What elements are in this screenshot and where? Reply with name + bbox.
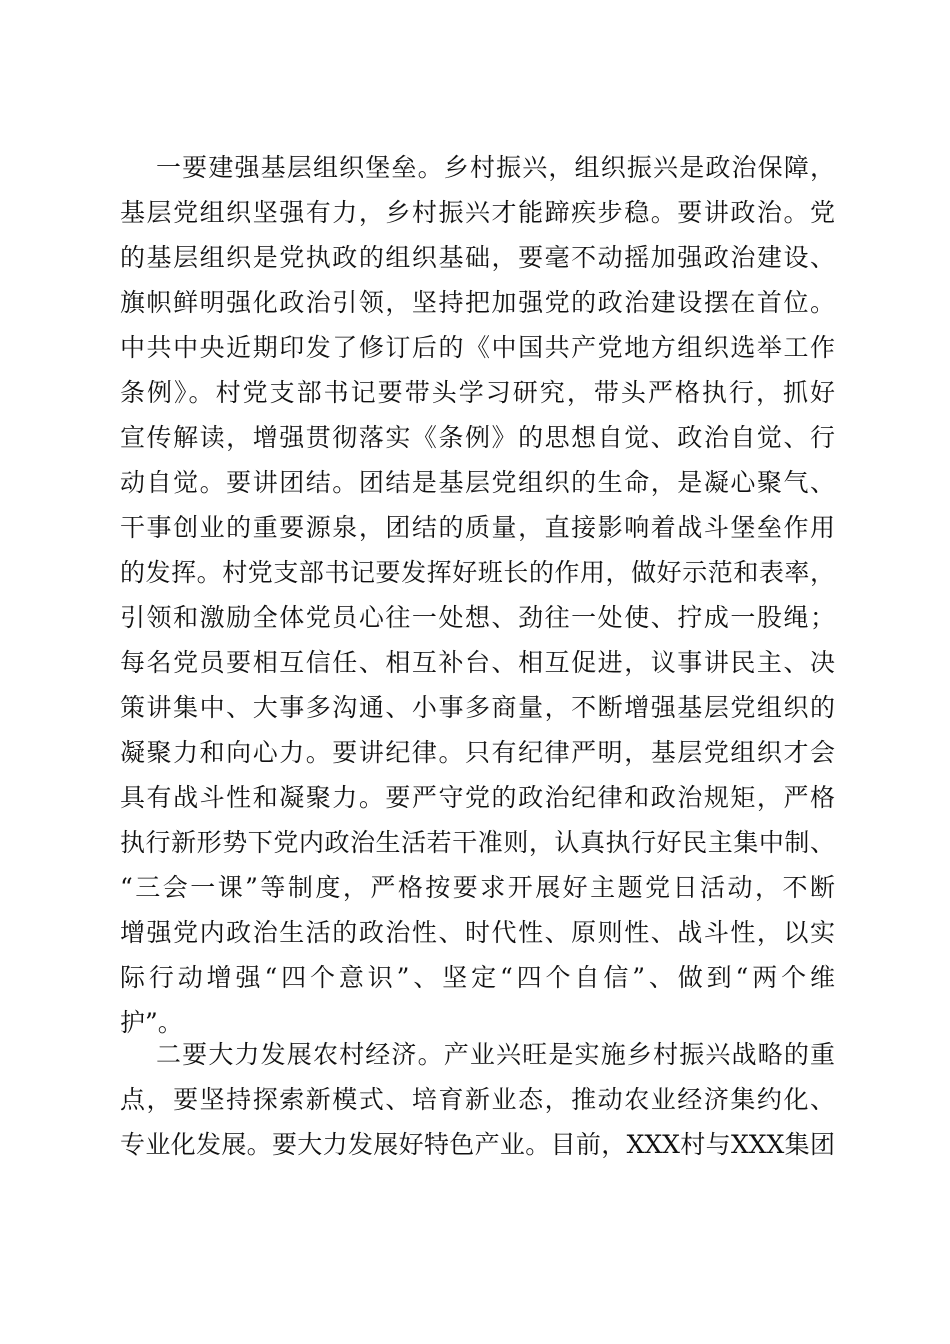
paragraph-line: 专业化发展。要大力发展好特色产业。目前，XXX村与XXX集团 [120, 1130, 835, 1159]
paragraph-2 [120, 1032, 835, 1167]
paragraph-line: 引领和激励全体党员心往一处想、劲往一处使、拧成一股绳； [120, 603, 835, 632]
paragraph-line: 的发挥。村党支部书记要发挥好班长的作用，做好示范和表率， [120, 558, 835, 587]
paragraph-line: “三会一课”等制度，严格按要求开展好主题党日活动，不断 [120, 873, 835, 902]
paragraph-line: 二要大力发展农村经济。产业兴旺是实施乡村振兴战略的重 [156, 1040, 835, 1069]
paragraph-line: 基层党组织坚强有力，乡村振兴才能蹄疾步稳。要讲政治。党 [120, 198, 835, 227]
paragraph-1 [120, 145, 835, 1045]
paragraph-line: 具有战斗性和凝聚力。要严守党的政治纪律和政治规矩，严格 [120, 783, 835, 812]
paragraph-line: 的基层组织是党执政的组织基础，要毫不动摇加强政治建设、 [120, 243, 835, 272]
paragraph-line: 增强党内政治生活的政治性、时代性、原则性、战斗性，以实 [120, 918, 835, 947]
paragraph-line: 每名党员要相互信任、相互补台、相互促进，议事讲民主、决 [120, 648, 835, 677]
paragraph-line: 策讲集中、大事多沟通、小事多商量，不断增强基层党组织的 [120, 693, 835, 722]
paragraph-line: 一要建强基层组织堡垒。乡村振兴，组织振兴是政治保障， [156, 153, 835, 182]
paragraph-line: 干事创业的重要源泉，团结的质量，直接影响着战斗堡垒作用 [120, 513, 835, 542]
paragraph-line: 动自觉。要讲团结。团结是基层党组织的生命，是凝心聚气、 [120, 468, 835, 497]
paragraph-line: 点，要坚持探索新模式、培育新业态，推动农业经济集约化、 [120, 1085, 835, 1114]
paragraph-line: 中共中央近期印发了修订后的《中国共产党地方组织选举工作 [120, 333, 835, 362]
paragraph-line: 旗帜鲜明强化政治引领，坚持把加强党的政治建设摆在首位。 [120, 288, 835, 317]
paragraph-line: 际行动增强“四个意识”、坚定“四个自信”、做到“两个维 [120, 963, 835, 992]
paragraph-line: 条例》。村党支部书记要带头学习研究，带头严格执行，抓好 [120, 378, 835, 407]
paragraph-line: 执行新形势下党内政治生活若干准则，认真执行好民主集中制、 [120, 828, 835, 857]
paragraph-line: 凝聚力和向心力。要讲纪律。只有纪律严明，基层党组织才会 [120, 738, 835, 767]
paragraph-line: 宣传解读，增强贯彻落实《条例》的思想自觉、政治自觉、行 [120, 423, 835, 452]
paragraph-line: 护”。 [120, 1008, 183, 1037]
